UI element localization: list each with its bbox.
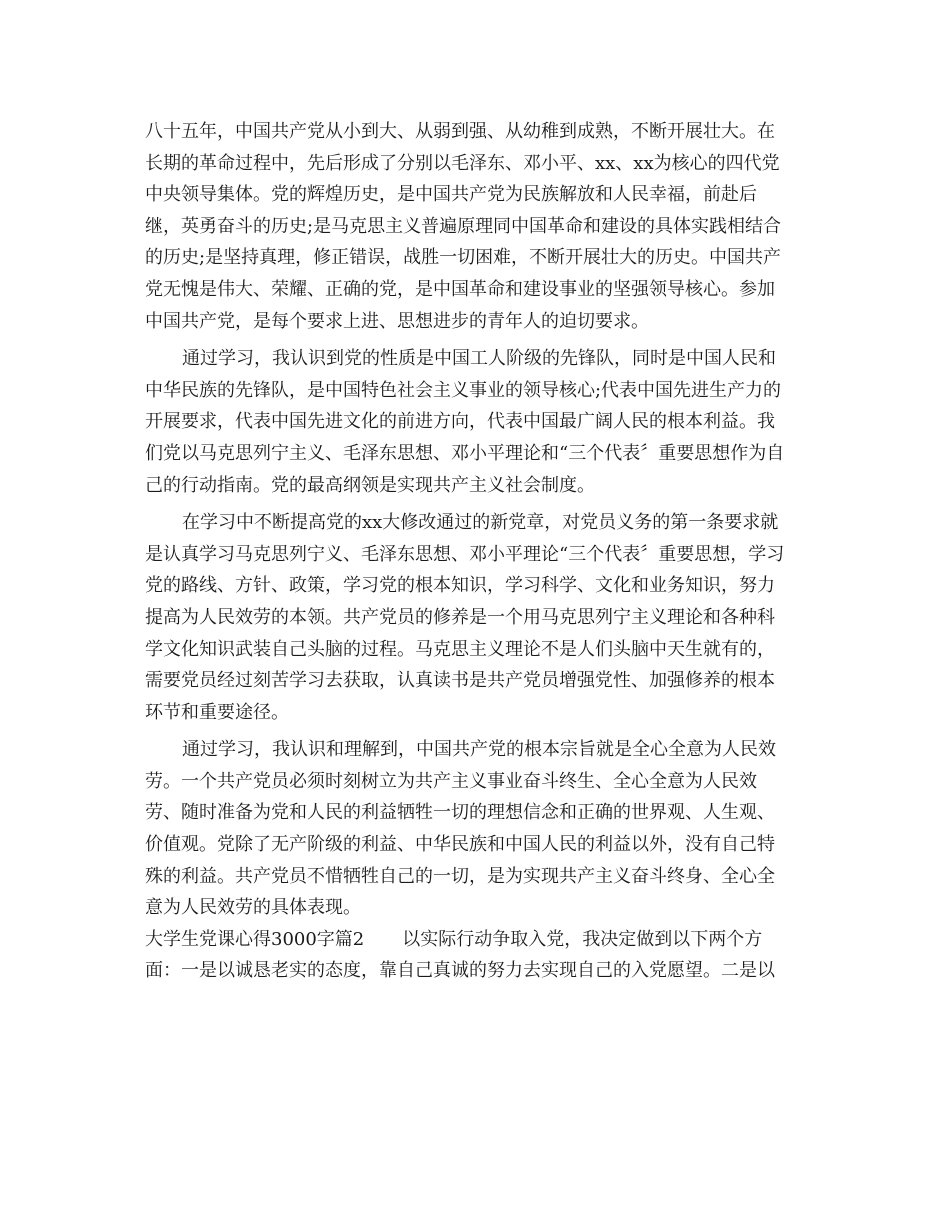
text-line: 环节和重要途径。 xyxy=(145,701,289,723)
section-2 xyxy=(145,924,805,987)
text-line: 劳、随时准备为党和人民的利益牺牲一切的理想信念和正确的世界观、人生观、 xyxy=(145,802,775,824)
text-line: 在学习中不断提高党的xx大修改通过的新党章，对党员义务的第一条要求就 xyxy=(182,512,779,534)
paragraph-2 xyxy=(145,343,805,501)
text-line: 提高为人民效劳的本领。共产党员的修养是一个用马克思列宁主义理论和各种科 xyxy=(145,606,775,628)
text-line: 己的行动指南。党的最高纲领是实现共产主义社会制度。 xyxy=(145,474,595,496)
text-line: 殊的利益。共产党员不惜牺牲自己的一切，是为实现共产主义奋斗终身、全心全 xyxy=(145,865,775,887)
document-body xyxy=(145,116,805,987)
text-line: 开展要求，代表中国先进文化的前进方向，代表中国最广阔人民的根本利益。我 xyxy=(145,411,775,433)
section-heading-line xyxy=(145,924,805,956)
text-line: 是认真学习马克思列宁义、毛泽东思想、邓小平理论“三个代表〞重要思想，学习 xyxy=(145,543,785,565)
text-line: 党的路线、方针、政策，学习党的根本知识，学习科学、文化和业务知识，努力 xyxy=(145,575,775,597)
text-line: 意为人民效劳的具体表现。 xyxy=(145,897,361,919)
paragraph-4 xyxy=(145,734,805,924)
text-line: 通过学习，我认识到党的性质是中国工人阶级的先锋队，同时是中国人民和 xyxy=(182,348,776,370)
text-line: 价值观。党除了无产阶级的利益、中华民族和中国人民的利益以外，没有自己特 xyxy=(145,834,775,856)
text-line: 继，英勇奋斗的历史;是马克思主义普遍原理同中国革命和建设的具体实践相结合 xyxy=(145,215,782,237)
text-line: 中华民族的先锋队，是中国特色社会主义事业的领导核心;代表中国先进生产力的 xyxy=(145,379,782,401)
text-line: 中央领导集体。党的辉煌历史，是中国共产党为民族解放和人民幸福，前赴后 xyxy=(145,184,757,206)
text-line: 八十五年，中国共产党从小到大、从弱到强、从幼稚到成熟，不断开展壮大。在 xyxy=(145,121,775,142)
text-line: 的历史;是坚持真理，修正错误，战胜一切困难，不断开展壮大的历史。中国共产 xyxy=(145,247,782,269)
text-line: 通过学习，我认识和理解到，中国共产党的根本宗旨就是全心全意为人民效 xyxy=(182,739,776,761)
text-line: 劳。一个共产党员必须时刻树立为共产主义事业奋斗终生、全心全意为人民效 xyxy=(145,770,757,792)
text-line: 们党以马克思列宁主义、毛泽东思想、邓小平理论和“三个代表〞重要思想作为自 xyxy=(145,442,785,464)
text-line: 面：一是以诚恳老实的态度，靠自己真诚的努力去实现自己的入党愿望。二是以 xyxy=(145,960,775,982)
text-line: 需要党员经过刻苦学习去获取，认真读书是共产党员增强党性、加强修养的根本 xyxy=(145,670,775,692)
section-heading: 大学生党课心得3000字篇2 xyxy=(145,928,365,950)
paragraph-1 xyxy=(145,116,805,337)
text-line: 党无愧是伟大、荣耀、正确的党，是中国革命和建设事业的坚强领导核心。参加 xyxy=(145,278,775,300)
text-line: 长期的革命过程中，先后形成了分别以毛泽东、邓小平、xx、xx为核心的四代党 xyxy=(145,152,780,174)
text-line: 中国共产党，是每个要求上进、思想进步的青年人的迫切要求。 xyxy=(145,310,649,332)
paragraph-3 xyxy=(145,507,805,728)
text-line: 学文化知识武装自己头脑的过程。马克思主义理论不是人们头脑中天生就有的， xyxy=(145,638,775,660)
section-first-line: 以实际行动争取入党，我决定做到以下两个方 xyxy=(402,928,763,950)
